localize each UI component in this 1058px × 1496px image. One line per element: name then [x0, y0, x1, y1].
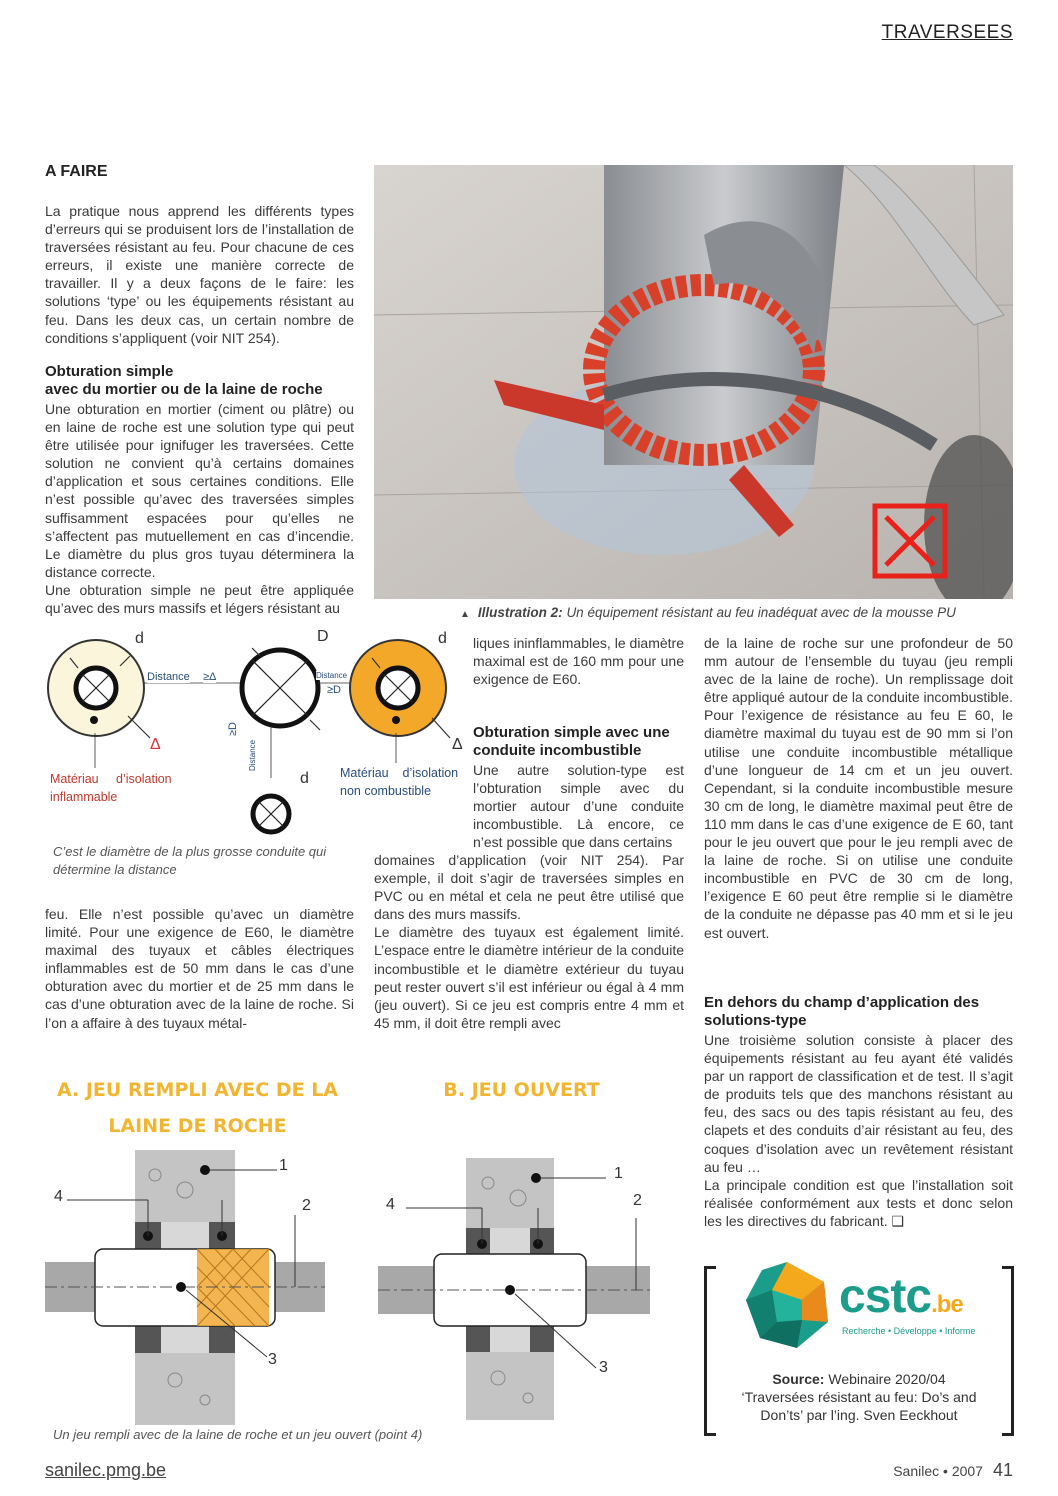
label-d: d — [300, 770, 309, 787]
diagram-b-title: B. JEU OUVERT — [443, 1079, 600, 1101]
source-text — [724, 1370, 994, 1424]
distance-label: Distance — [248, 739, 257, 771]
diagram-a-title — [45, 1072, 350, 1144]
caption-label: Illustration 2: — [477, 605, 563, 620]
callout-1: 1 — [279, 1157, 288, 1174]
body-paragraph-continued: feu. Elle n’est possible qu’avec un diamètre limité. Pour une exigence de E60, le diamètre maximal des tuyaux et câbles électriques inflammables est de 50 mm dans le cas d’une obturation avec du mortier et de 25 mm dans le cas d’une obturation avec de la laine de roche. Si l’on a affaire à des tuyaux métal- — [45, 906, 354, 1031]
distance-value: ≥Δ — [203, 671, 217, 683]
distance-value: ≥D — [327, 684, 341, 696]
paragraph: Pour l’exigence de résistance au feu E 60, le diamètre maximal du tuyau est de 90 mm si l’on utilise une conduite incombustible métallique d’une longueur de 14 cm et un jeu ouvert. Cependant, si la conduite incombustible mesure 30 cm de long, le diamètre maximal peut être de 110 mm dans le cas d’une exigence de E 60, tant pour le jeu ouvert que pour le jeu rempli avec de la laine de roche. Si on utilise une conduite incombustible en PVC de 30 cm de long, l’exigence E 60 peut être remplie si le diamètre de la conduite ne dépasse pas 40 mm et si le jeu est ouvert. — [704, 707, 1013, 941]
intro-paragraph: La pratique nous apprend les différents types d’erreurs qui se produisent lors de l’installation de traversées résistant au feu. Pour chacune de ces erreurs, il existe une manière correcte de travailler. Il y a deux façons de le faire: les solutions ‘type’ ou les équipements résistant au feu. Dans les deux cas, un certain nombre de conditions s’appliquent (voir NIT 254). — [45, 203, 354, 346]
mid-top-paragraph: liques ininflammables, le diamètre maximal est de 160 mm pour une exigence de E60. — [473, 635, 684, 688]
bracket-left — [704, 1266, 716, 1436]
section-header: TRAVERSEES — [881, 22, 1013, 43]
label-d: d — [135, 630, 144, 647]
subheading-line: Obturation simple avec une — [473, 724, 670, 741]
distance-label: Distance — [316, 671, 348, 680]
triangle-icon: ▲ — [460, 609, 470, 620]
callout-3: 3 — [599, 1359, 608, 1376]
title-line: A. JEU REMPLI AVEC DE LA — [56, 1079, 339, 1101]
distance-diagram-svg — [40, 628, 470, 838]
subheading-line: avec du mortier ou de la laine de roche — [45, 381, 323, 398]
subheading-line: solutions-type — [704, 1012, 807, 1029]
subheading-conduite-incombustible — [473, 724, 693, 760]
cstc-logo-icon — [742, 1260, 832, 1350]
right-paragraph-2 — [704, 1031, 1013, 1230]
joint-diagram-caption: Un jeu rempli avec de la laine de roche et un jeu ouvert (point 4) — [53, 1427, 423, 1442]
footer-magazine: Sanilec • 2007 — [893, 1463, 983, 1479]
callout-2: 2 — [633, 1192, 642, 1209]
source-box — [704, 1266, 1014, 1436]
callout-1: 1 — [614, 1165, 623, 1182]
subheading-line: En dehors du champ d’application des — [704, 994, 980, 1011]
body-paragraph — [45, 400, 354, 617]
label-part: non combustible — [340, 784, 432, 798]
label-d: d — [438, 630, 447, 647]
distance-caption: C’est le diamètre de la plus grosse conduite qui détermine la distance — [53, 844, 327, 877]
callout-2: 2 — [302, 1197, 311, 1214]
label-delta: Δ — [452, 736, 463, 753]
page-number: 41 — [992, 1460, 1013, 1480]
paragraph: La principale condition est que l’installation soit réalisée conformément aux tests et donc selon les les directives du fabricant. — [704, 1176, 1013, 1229]
label-part: inflammable — [50, 790, 118, 804]
paragraph: domaines d’application (voir NIT 254). Par exemple, il doit s’agir de traversées simples en PVC ou en métal et cela ne peut être utilisé que dans des murs massifs. — [374, 852, 684, 923]
subheading-hors-champ — [704, 994, 1014, 1030]
paragraph: Le diamètre des tuyaux est également limité. L’espace entre le diamètre intérieur de la conduite incombustible et le diamètre extérieur du tuyau peut rester ouvert s’il est inférieur ou égal à 4 mm (jeu ouvert). Si ce jeu est compris entre 4 mm et 45 mm, il doit être rempli avec — [374, 924, 684, 1031]
title-line: LAINE DE ROCHE — [108, 1115, 287, 1137]
diagram-a-drawing — [45, 1150, 325, 1425]
diagram-b-drawing — [378, 1158, 650, 1420]
label-D: D — [317, 628, 329, 645]
material-noncombustible-label — [340, 764, 470, 800]
source-title: ‘Traversées résistant au feu: Do’s and — [741, 1389, 977, 1405]
subheading-line: Obturation simple — [45, 363, 174, 380]
logo-text: cstc — [839, 1270, 932, 1323]
distance-value: ≥D — [227, 722, 239, 736]
photo-drawing — [374, 165, 1013, 599]
illustration-photo — [374, 165, 1013, 599]
source-label: Source: — [772, 1371, 825, 1387]
paragraph: Une troisième solution consiste à placer des équipements résistant au feu ayant été validés par un rapport de classification et de test. Il s’agit de produits tels que des manchons résistant au feu, des sacs ou des tapis résistant au feu, des clapets et des conduits d’air résistant au feu, des coques d’isolation avec un revêtement résistant au feu … — [704, 1032, 1013, 1175]
distance-label: Distance — [147, 671, 190, 683]
footer-site-link[interactable]: sanilec.pmg.be — [45, 1460, 167, 1480]
label-part: Matériau — [50, 772, 99, 786]
callout-4: 4 — [54, 1188, 63, 1205]
footer-page-info — [893, 1460, 1013, 1481]
paragraph: Une obturation simple ne peut être appliquée qu’avec des murs massifs et légers résistant au — [45, 581, 354, 617]
subheading-obturation-simple — [45, 363, 365, 399]
callout-3: 3 — [268, 1351, 277, 1368]
mid-wide-paragraph — [374, 851, 684, 1032]
logo-tagline: Recherche • Développe • Informe — [842, 1326, 976, 1336]
section-heading: A FAIRE — [45, 163, 108, 180]
label-part: d’isolation — [402, 766, 459, 780]
caption-text: Un équipement résistant au feu inadéquat avec de la mousse PU — [566, 605, 956, 620]
label-delta: Δ — [150, 736, 161, 753]
label-part: d’isolation — [116, 772, 172, 786]
bracket-right — [1002, 1266, 1014, 1436]
material-inflammable-label — [50, 770, 180, 806]
paragraph: de la laine de roche sur une profondeur de 50 mm autour de l’ensemble du tuyau (jeu rempli avec de la laine de roche). Un remplissage doit être appliqué autour de la conduite incombustible. — [704, 635, 1013, 706]
distance-diagram — [40, 628, 470, 838]
right-paragraph — [704, 634, 1013, 942]
callout-4: 4 — [386, 1196, 395, 1213]
source-value: Webinaire 2020/04 — [828, 1371, 946, 1387]
subheading-line: conduite incombustible — [473, 742, 642, 759]
logo-tld: .be — [931, 1291, 963, 1318]
cstc-logo-text — [839, 1272, 963, 1330]
label-part: Matériau — [340, 766, 389, 780]
illustration2-caption — [460, 604, 1020, 624]
source-author: Don’ts’ par l’ing. Sven Eeckhout — [760, 1407, 958, 1423]
paragraph: Une obturation en mortier (ciment ou plâtre) ou en laine de roche est une solution type qui peut être utilisée pour ignifuger les traversées. Cette solution ne convient qu’à certains domaines d’application et sous certaines conditions. Elle n’est possible qu’avec des traversées simples suffisamment espacées pour qu’elles ne s’affectent pas mutuellement en cas d’incendie. Le diamètre du plus gros tuyau déterminera la distance correcte. — [45, 401, 354, 580]
mid-narrow-paragraph: Une autre solution-type est l’obturation simple avec du mortier autour d’une conduite incombustible. Là encore, ce n’est possible que dans certains — [473, 762, 684, 851]
end-mark-icon: ❑ — [891, 1212, 905, 1229]
